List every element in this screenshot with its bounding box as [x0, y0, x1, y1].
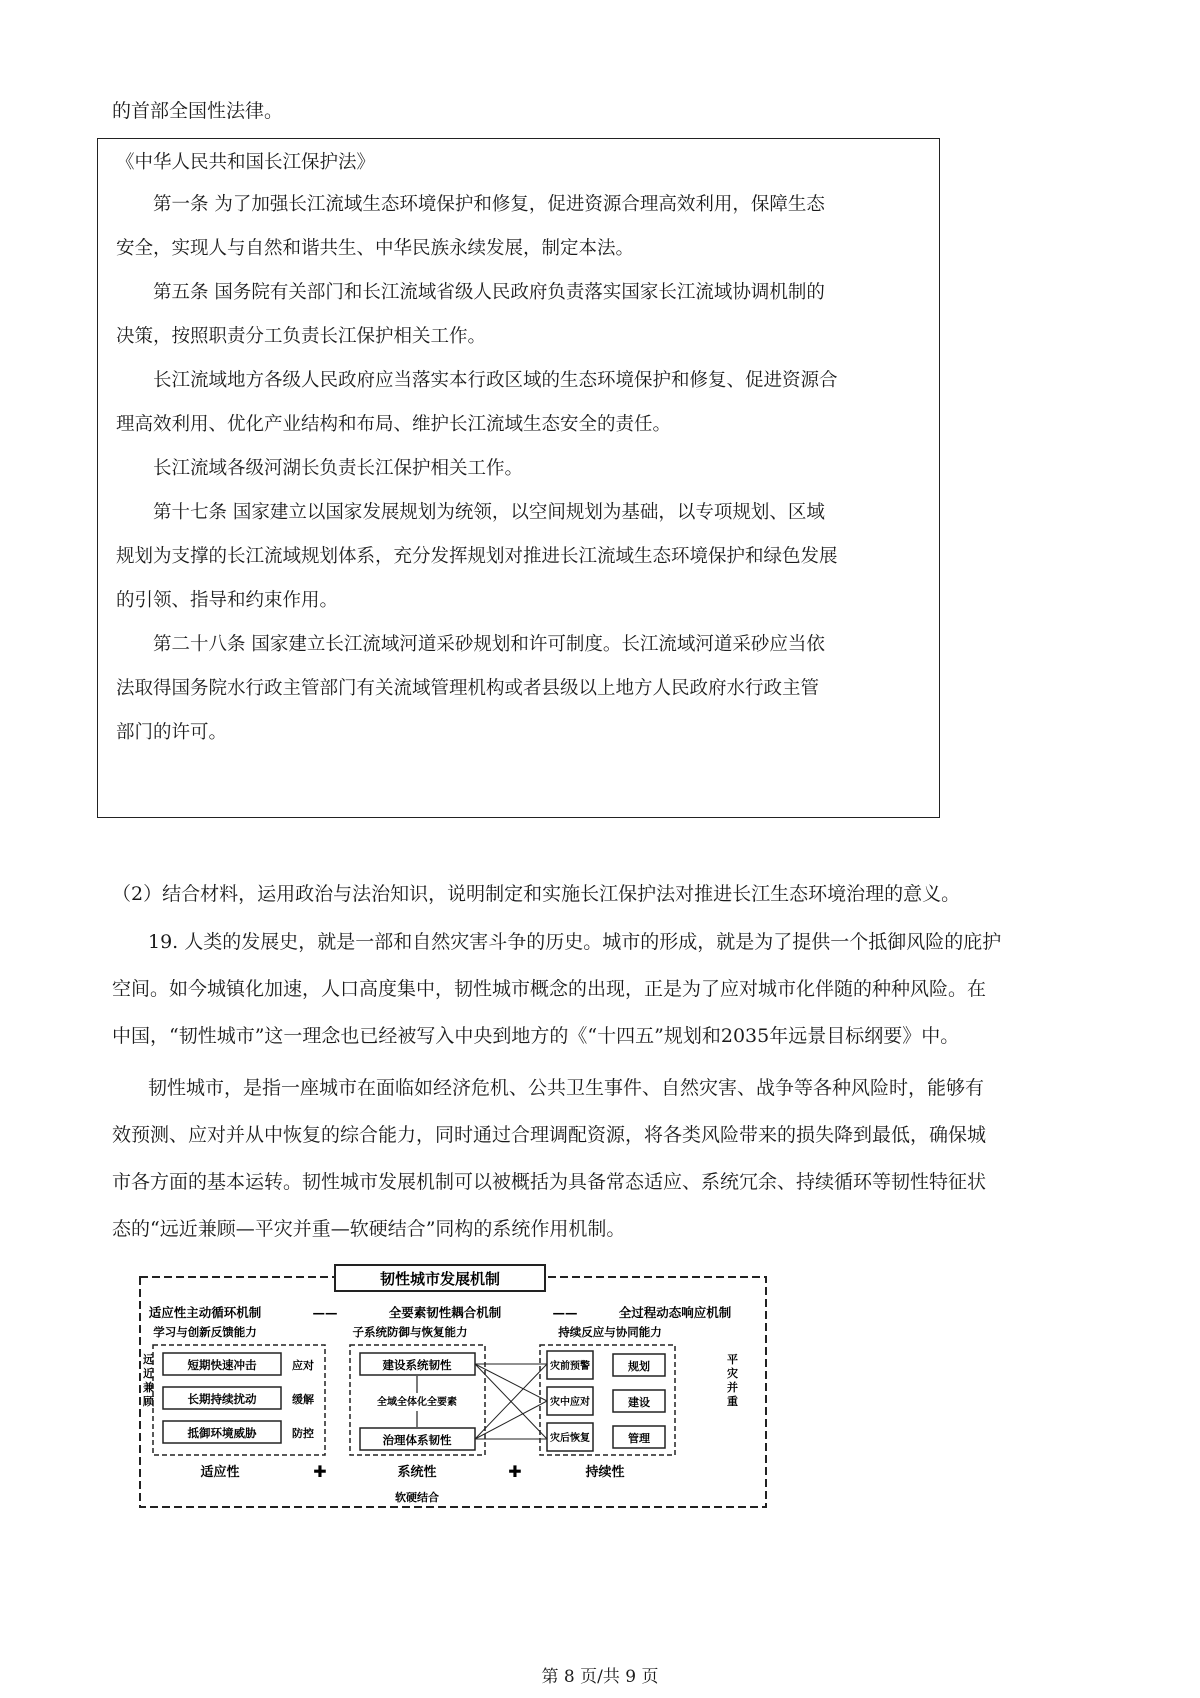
- far-right-box-text: 规划: [628, 1360, 650, 1373]
- resilient-city-mechanism-diagram: [135, 1263, 771, 1513]
- plus-icon: ✚: [508, 1462, 522, 1481]
- far-right-box-text: 管理: [628, 1432, 650, 1445]
- link-line: [475, 1364, 547, 1401]
- q19-line: 效预测、应对并从中恢复的综合能力，同时通过合理调配资源，将各类风险带来的损失降到最低，确保城: [112, 1124, 987, 1146]
- header-adaptive: 适应性主动循环机制: [148, 1305, 262, 1320]
- q19-line: 市各方面的基本运转。韧性城市发展机制可以被概括为具备常态适应、系统冗余、持续循环等韧性特征状: [112, 1171, 987, 1193]
- law-line: 第一条 为了加强长江流域生态环境保护和修复，促进资源合理高效利用，保障生态: [153, 194, 825, 215]
- law-line: 安全，实现人与自然和谐共生、中华民族永续发展，制定本法。: [116, 238, 635, 259]
- diagram-title: 韧性城市发展机制: [379, 1270, 501, 1288]
- left-tag: 应对: [292, 1359, 314, 1372]
- right-box-text: 灾后恢复: [550, 1433, 590, 1444]
- header-dash: ——: [312, 1305, 338, 1320]
- q19-line: 韧性城市，是指一座城市在面临如经济危机、公共卫生事件、自然灾害、战争等各种风险时，能够有: [148, 1077, 985, 1099]
- left-box-text: 长期持续扰动: [187, 1392, 257, 1406]
- law-line: 理高效利用、优化产业结构和布局、维护长江流域生态安全的责任。: [116, 414, 672, 435]
- law-line: 第二十八条 国家建立长江流域河道采砂规划和许可制度。长江流域河道采砂应当依: [153, 634, 825, 655]
- lead-line: 的首部全国性法律。: [112, 100, 284, 122]
- question-2: （2）结合材料，运用政治与法治知识，说明制定和实施长江保护法对推进长江生态环境治理的意义。: [112, 883, 961, 905]
- subheader-defense: 子系统防御与恢复能力: [352, 1325, 468, 1339]
- header-dash: ——: [552, 1305, 578, 1320]
- left-side-label: 远近兼顾: [143, 1353, 154, 1408]
- bottom-label: 持续性: [585, 1465, 625, 1480]
- bottom-label: 系统性: [397, 1465, 437, 1480]
- law-title: 《中华人民共和国长江保护法》: [116, 152, 376, 173]
- mid-box-text: 治理体系韧性: [382, 1433, 452, 1447]
- law-line: 长江流域各级河湖长负责长江保护相关工作。: [153, 458, 524, 479]
- header-coupling: 全要素韧性耦合机制: [388, 1305, 502, 1320]
- page-footer: 第 8 页/共 9 页: [541, 1667, 659, 1687]
- left-tag: 防控: [292, 1427, 314, 1440]
- header-response: 全过程动态响应机制: [618, 1305, 732, 1320]
- left-box-text: 短期快速冲击: [187, 1358, 257, 1372]
- plus-icon: ✚: [313, 1462, 327, 1481]
- law-line: 规划为支撑的长江流域规划体系，充分发挥规划对推进长江流域生态环境保护和绿色发展: [116, 546, 838, 567]
- q19-line: 态的“远近兼顾—平灾并重—软硬结合”同构的系统作用机制。: [112, 1218, 626, 1240]
- law-line: 第十七条 国家建立以国家发展规划为统领，以空间规划为基础，以专项规划、区域: [153, 502, 825, 523]
- right-box-text: 灾中应对: [550, 1397, 590, 1408]
- law-line: 长江流域地方各级人民政府应当落实本行政区域的生态环境保护和修复、促进资源合: [153, 370, 838, 391]
- subheader-coordination: 持续反应与协同能力: [558, 1325, 662, 1339]
- link-line: [475, 1401, 547, 1439]
- bottom-label: 适应性: [200, 1465, 240, 1480]
- q19-line: 中国，“韧性城市”这一理念也已经被写入中央到地方的《“十四五”规划和2035年远景目标纲要》中。: [112, 1025, 960, 1047]
- q19-line: 空间。如今城镇化加速，人口高度集中，韧性城市概念的出现，正是为了应对城市化伴随的种种风险。在: [112, 978, 987, 1000]
- law-line: 第五条 国务院有关部门和长江流域省级人民政府负责落实国家长江流域协调机制的: [153, 282, 825, 303]
- left-box-text: 抵御环境威胁: [187, 1426, 257, 1440]
- mid-text: 全域全体化全要素: [377, 1397, 457, 1408]
- right-side-label: 平灾并重: [727, 1353, 738, 1408]
- left-tag: 缓解: [292, 1393, 314, 1406]
- subheader-learning: 学习与创新反馈能力: [153, 1325, 257, 1339]
- bottom-caption: 软硬结合: [395, 1491, 439, 1504]
- far-right-box-text: 建设: [628, 1396, 650, 1409]
- right-box-text: 灾前预警: [550, 1361, 590, 1372]
- law-line: 部门的许可。: [116, 722, 228, 743]
- q19-line: 19. 人类的发展史，就是一部和自然灾害斗争的历史。城市的形成，就是为了提供一个抵御风险的庇护: [148, 931, 1002, 953]
- law-line: 的引领、指导和约束作用。: [116, 590, 339, 611]
- law-line: 决策，按照职责分工负责长江保护相关工作。: [116, 326, 487, 347]
- law-line: 法取得国务院水行政主管部门有关流域管理机构或者县级以上地方人民政府水行政主管: [116, 678, 820, 699]
- law-excerpt-box: [97, 138, 940, 818]
- mid-box-text: 建设系统韧性: [382, 1358, 452, 1372]
